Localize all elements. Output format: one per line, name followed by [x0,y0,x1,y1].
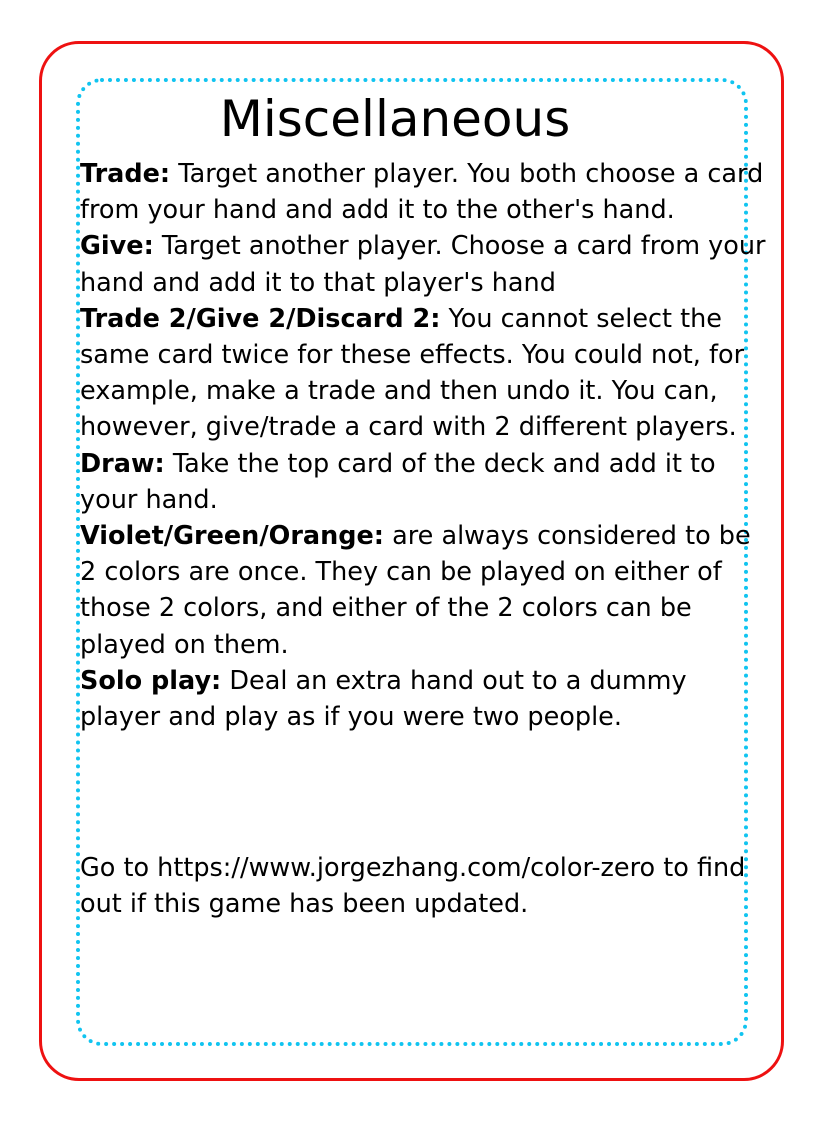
rule-text: Take the top card of the deck and add it to your hand. [80,448,716,515]
rule-dual-colors [80,518,770,663]
rule-term: Trade: [80,159,171,189]
rule-text: are always considered to be 2 colors are once. They can be played on either of those 2 colors, and either of the 2 colors can be played on them. [80,521,751,660]
rule-text: Deal an extra hand out to a dummy player and play as if you were two people. [80,665,687,733]
rule-draw [80,446,770,518]
rule-text: Target another player. Choose a card from your hand and add it to that player's hand [80,231,766,298]
card-content [80,86,770,735]
rule-give [80,228,770,300]
rule-text: You cannot select the same card twice for these effects. You could not, for example, make a trade and then undo it. You can, however, give/trade a card with 2 different players. [80,303,745,443]
rule-term: Solo play: [80,665,222,696]
rule-term: Draw: [80,448,165,479]
rule-term: Violet/Green/Orange: [80,521,385,552]
rule-text: Target another player. You both choose a card from your hand and add it to the other's hand. [80,159,764,226]
update-notice: Go to https://www.jorgezhang.com/color-zero to find out if this game has been updated. [80,853,746,920]
rule-term: Give: [80,231,154,262]
rule-trade [80,156,770,228]
rule-trade-give-discard-2 [80,301,770,446]
rule-term: Trade 2/Give 2/Discard 2: [80,303,441,334]
rule-solo-play [80,663,770,735]
card-title: Miscellaneous [219,90,571,148]
